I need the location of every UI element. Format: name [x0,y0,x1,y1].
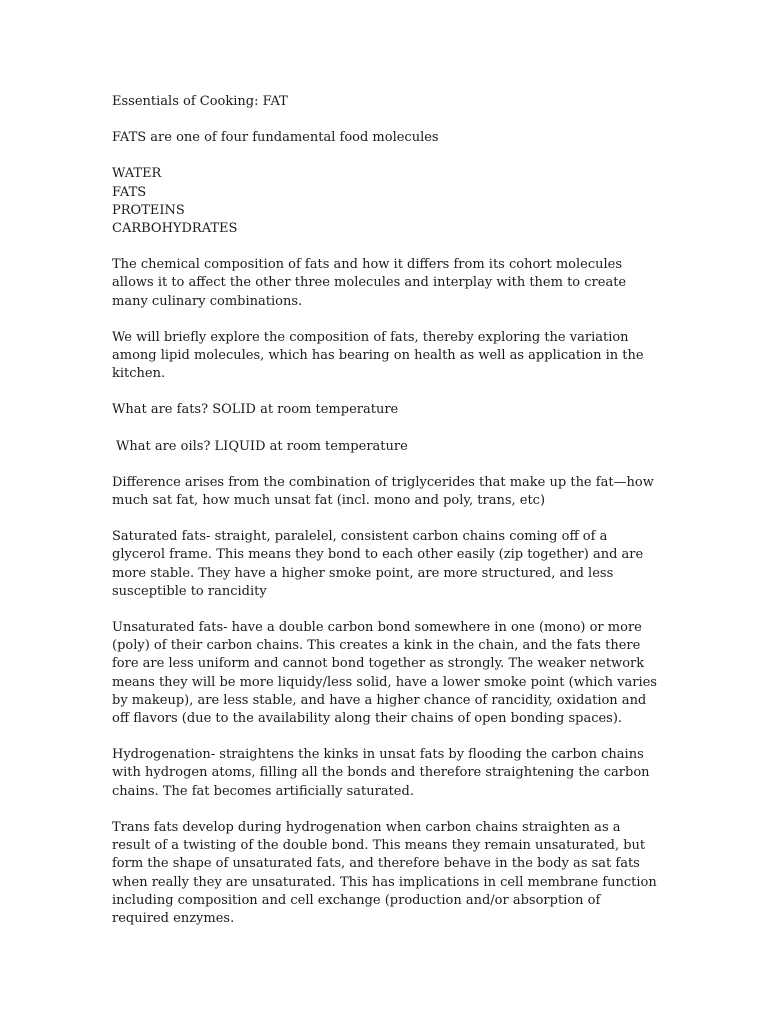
list-item: FATS [112,184,147,200]
difference-paragraph: Difference arises from the combination of triglycerides that make up the fat—how much sat fat, how much unsat fat (incl. mono and poly, trans, etc) [112,474,659,509]
trans-fats-paragraph: Trans fats develop during hydrogenation when carbon chains straighten as a result of a twisting of the double bond. This means they remain unsaturated, but form the shape of unsaturated fats, and therefore behave in the body as sat fats when really they are unsaturated. This has implications in cell membrane function including composition and cell exchange (production and/or absorption of required enzymes. [112,819,661,926]
hydrogenation-paragraph: Hydrogenation- straightens the kinks in unsat fats by flooding the carbon chains with hydrogen atoms, filling all the bonds and therefore straightening the carbon chains. The fat becomes artificially saturated. [112,747,654,799]
molecule-list [112,165,660,238]
document-body [112,93,660,946]
document-title: Essentials of Cooking: FAT [112,94,288,109]
explore-paragraph: We will briefly explore the composition of fats, thereby exploring the variation among lipid molecules, which has bearing on health as well as application in the kitchen. [112,329,648,382]
composition-paragraph: The chemical composition of fats and how it differs from its cohort molecules allows it to affect the other three molecules and interplay with them to create many culinary combinations. [112,257,631,309]
list-item: PROTEINS [112,202,185,218]
saturated-fats-paragraph: Saturated fats- straight, paralelel, consistent carbon chains coming off of a glycerol frame. This means they bond to each other easily (zip together) and are more stable. They have a higher smoke point, are more structured, and less susceptible to rancidity [112,529,648,599]
list-item: CARBOHYDRATES [112,221,238,237]
what-are-fats-line: What are fats? SOLID at room temperature [112,402,399,418]
unsaturated-fats-paragraph: Unsaturated fats- have a double carbon bond somewhere in one (mono) or more (poly) of their carbon chains. This creates a kink in the chain, and the fats there fore are less uniform and cannot bond together as strongly. The weaker network means they will be more liquidy/less solid, have a lower smoke point (which varies by makeup), are less stable, and have a higher chance of rancidity, oxidation and off flavors (due to the availability along their chains of open bonding spaces). [112,620,662,727]
what-are-oils-line: What are oils? LIQUID at room temperature [116,438,408,454]
list-item: WATER [112,166,162,182]
intro-text: FATS are one of four fundamental food molecules [112,130,439,146]
